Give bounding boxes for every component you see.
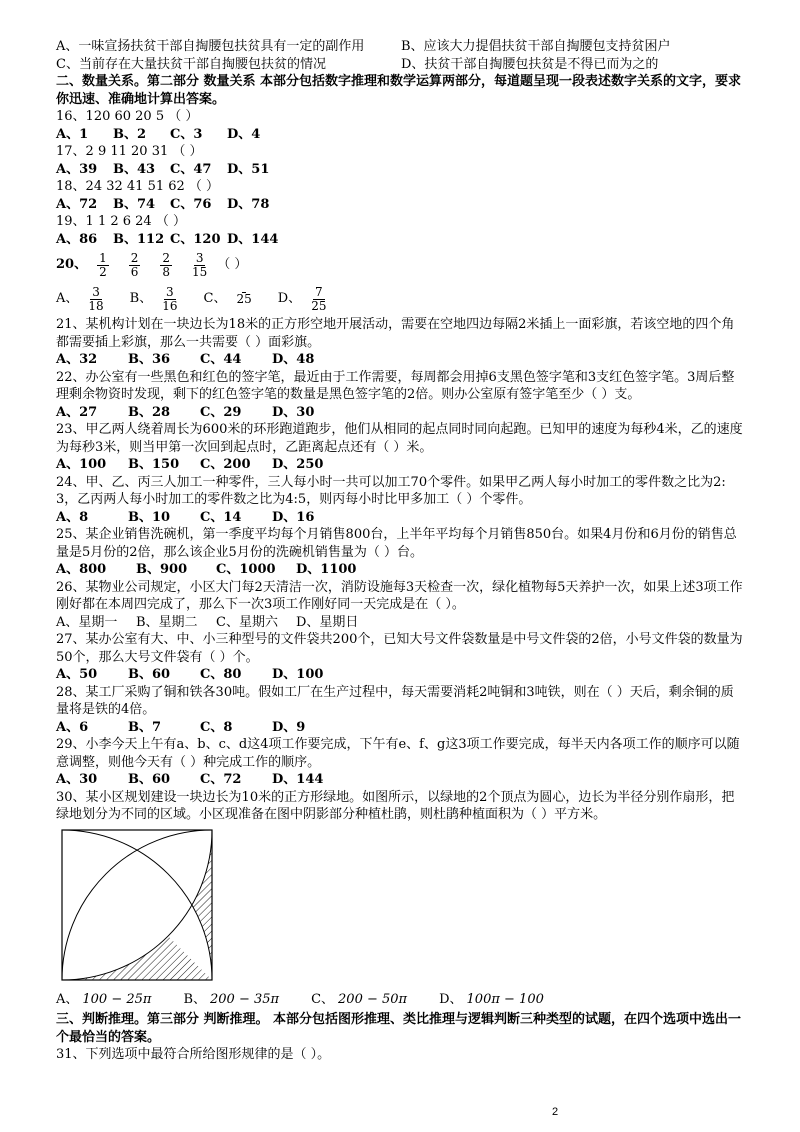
- q20-option-c: C、: [203, 291, 227, 307]
- q17-option-c: C、47: [170, 161, 212, 177]
- option-b: B、应该大力提倡扶贫干部自掏腰包支持贫困户: [401, 39, 671, 54]
- question-26-options: [56, 614, 746, 632]
- question-22-stem: 22、办公室有一些黑色和红色的签字笔，最近由于工作需要，每周都会用掉6支黑色签字笔和3支红色签字笔。3周后整理剩余物资时发现，剩下的红色签字笔的数量是黑色签字笔的2倍。则办公室原有签字笔至少（ ）支。: [56, 369, 735, 402]
- q17-option-a: A、39: [56, 161, 98, 177]
- square-sector-figure: [60, 828, 746, 988]
- q25-option-a: A、800: [56, 562, 107, 577]
- q17-option-d: D、51: [227, 161, 270, 177]
- q19-option-a: A、86: [56, 231, 98, 247]
- q16-option-b: B、2: [113, 126, 147, 142]
- shaded-region-diagram: [60, 828, 214, 982]
- option-a: A、一味宣扬扶贫干部自掏腰包扶贫具有一定的副作用: [56, 39, 365, 54]
- q21-option-c: C、44: [200, 352, 242, 367]
- q20-term-3: $\frac{2}{8}$: [162, 250, 171, 279]
- q20-option-a-value: $\frac{3}{18}$: [88, 284, 104, 313]
- q20-label: 20、: [56, 257, 88, 273]
- question-16-stem: 16、120 60 20 5 （ ）: [56, 109, 199, 124]
- q20-option-c-value: 25: [236, 292, 252, 306]
- question-29-stem: 29、小李今天上午有a、b、c、d这4项工作要完成，下午有e、f、g这3项工作要完成，每半天内各项工作的顺序可以随意调整，则他今天有（ ）种完成工作的顺序。: [56, 737, 740, 770]
- q27-option-b: B、60: [128, 667, 171, 682]
- question-16-options: [56, 126, 746, 144]
- q20-option-b: B、: [129, 291, 153, 307]
- question-18-stem: 18、24 32 41 51 62 （ ）: [56, 179, 220, 194]
- option-c: C、当前存在大量扶贫干部自掏腰包扶贫的情况: [56, 56, 326, 72]
- q18-option-a: A、72: [56, 196, 98, 212]
- question-27-options: [56, 666, 746, 684]
- q23-option-c: C、200: [200, 457, 251, 472]
- q20-option-b-value: $\frac{3}{16}$: [162, 284, 178, 313]
- q30-option-b: B、: [183, 992, 207, 1008]
- question-19-stem: 19、1 1 2 6 24 （ ）: [56, 214, 186, 229]
- q20-term-4: $\frac{3}{15}$: [192, 250, 208, 279]
- q19-option-c: C、120: [170, 231, 221, 247]
- exam-page: [56, 38, 746, 1064]
- page-number: 2: [552, 1106, 559, 1118]
- previous-question-options-2: [56, 56, 746, 74]
- previous-question-options: [56, 38, 746, 56]
- question-28-stem: 28、某工厂采购了铜和铁各30吨。假如工厂在生产过程中，每天需要消耗2吨铜和3吨铁，则在（ ）天后，剩余铜的质量将是铁的4倍。: [56, 684, 734, 717]
- q28-option-a: A、6: [56, 719, 89, 735]
- q26-option-d: D、星期日: [296, 614, 359, 630]
- q23-option-d: D、250: [272, 457, 324, 472]
- q30-option-c: C、: [311, 992, 335, 1008]
- q16-option-c: C、3: [170, 126, 203, 142]
- q18-option-b: B、74: [113, 196, 156, 212]
- question-25-options: [56, 561, 746, 579]
- q20-option-a: A、: [56, 291, 79, 307]
- question-24-stem: 24、甲、乙、丙三人加工一种零件，三人每小时一共可以加工70个零件。如果甲乙两人每小时加工的零件数之比为2:3，乙丙两人每小时加工的零件数之比为4:5，则丙每小时比甲多加工（ ）个零件。: [56, 474, 726, 507]
- question-19-options: [56, 231, 746, 249]
- question-25-stem: 25、某企业销售洗碗机，第一季度平均每个月销售800台，上半年平均每个月销售850台。如果4月份和6月份的销售总量是5月份的2倍，那么该企业5月份的洗碗机销售量为（ ）台。: [56, 527, 737, 560]
- q18-option-c: C、76: [170, 196, 212, 212]
- q24-option-d: D、16: [272, 509, 315, 525]
- q30-option-a-value: 100 − 25π: [82, 992, 152, 1008]
- question-30-options: [56, 989, 746, 1011]
- q30-option-b-value: 200 − 35π: [210, 992, 280, 1008]
- q22-option-d: D、30: [272, 404, 315, 420]
- section-2-heading: 二、数量关系。第二部分 数量关系 本部分包括数字推理和数学运算两部分，每道题呈现一段表述数字关系的文字，要求你迅速、准确地计算出答案。: [56, 74, 742, 107]
- q24-option-c: C、14: [200, 509, 242, 525]
- q25-option-c: C、1000: [216, 562, 276, 577]
- question-21-stem: 21、某机构计划在一块边长为18米的正方形空地开展活动，需要在空地四边每隔2米插上一面彩旗，若该空地的四个角都需要插上彩旗，那么一共需要（ ）面彩旗。: [56, 317, 735, 350]
- q25-option-d: D、1100: [296, 562, 357, 577]
- question-22-options: [56, 404, 746, 422]
- question-28-options: [56, 719, 746, 737]
- q27-option-d: D、100: [272, 667, 324, 682]
- q20-option-d: D、: [277, 291, 302, 307]
- q19-option-d: D、144: [227, 231, 279, 247]
- section-3-heading: 三、判断推理。第三部分 判断推理。 本部分包括图形推理、类比推理与逻辑判断三种类型的试题，在四个选项中选出一个最恰当的答案。: [56, 1012, 742, 1045]
- q29-option-a: A、30: [56, 772, 98, 787]
- question-23-stem: 23、甲乙两人绕着周长为600米的环形跑道跑步，他们从相同的起点同时同向起跑。已知甲的速度为每秒4米，乙的速度为每秒3米，则当甲第一次回到起点时，乙距离起点还有（ ）米。: [56, 422, 743, 455]
- question-30-stem: 30、某小区规划建设一块边长为10米的正方形绿地。如图所示，以绿地的2个顶点为圆心，边长为半径分别作扇形，把绿地划分为不同的区域。小区现准备在图中阴影部分种植杜鹃，则杜鹃种植面积为（ ）平方米。: [56, 789, 735, 822]
- q21-option-b: B、36: [128, 352, 171, 367]
- option-d: D、扶贫干部自掏腰包扶贫是不得已而为之的: [401, 56, 659, 72]
- q20-term-2: $\frac{2}{6}$: [130, 250, 139, 279]
- q24-option-a: A、8: [56, 509, 89, 525]
- question-26-stem: 26、某物业公司规定，小区大门每2天清洁一次，消防设施每3天检查一次，绿化植物每5天养护一次，如果上述3项工作刚好都在本周四完成了，那么下一次3项工作刚好同一天完成是在（ ）。: [56, 579, 743, 612]
- q26-option-c: C、星期六: [216, 614, 278, 630]
- q18-option-d: D、78: [227, 196, 270, 212]
- question-18-options: [56, 196, 746, 214]
- q30-option-a: A、: [56, 992, 79, 1008]
- question-17-options: [56, 161, 746, 179]
- q22-option-a: A、27: [56, 404, 98, 420]
- q30-option-d: D、: [439, 992, 463, 1008]
- q27-option-c: C、80: [200, 667, 242, 682]
- question-29-options: [56, 771, 746, 789]
- question-23-options: [56, 456, 746, 474]
- q25-option-b: B、900: [136, 562, 188, 577]
- question-17-stem: 17、2 9 11 20 31 （ ）: [56, 144, 203, 159]
- q26-option-b: B、星期二: [136, 614, 198, 630]
- q20-blank: （ ）: [217, 257, 248, 273]
- q26-option-a: A、星期一: [56, 614, 118, 630]
- q22-option-b: B、28: [128, 404, 171, 420]
- question-20-stem: [56, 248, 746, 282]
- question-31-stem: 31、下列选项中最符合所给图形规律的是（ ）。: [56, 1047, 331, 1062]
- q28-option-b: B、7: [128, 719, 162, 735]
- q29-option-b: B、60: [128, 772, 171, 787]
- question-27-stem: 27、某办公室有大、中、小三种型号的文件袋共200个，已知大号文件袋数量是中号文件袋的2倍，小号文件袋的数量为50个，那么大号文件袋有（ ）个。: [56, 632, 743, 665]
- q16-option-a: A、1: [56, 126, 89, 142]
- q21-option-d: D、48: [272, 352, 315, 367]
- q16-option-d: D、4: [227, 126, 261, 142]
- q29-option-c: C、72: [200, 772, 242, 787]
- figure-white-wedge: [62, 830, 212, 980]
- q30-option-d-value: 100π − 100: [466, 992, 544, 1008]
- q19-option-b: B、112: [113, 231, 165, 247]
- q30-option-c-value: 200 − 50π: [338, 992, 408, 1008]
- question-20-options: [56, 282, 746, 316]
- q22-option-c: C、29: [200, 404, 242, 420]
- q17-option-b: B、43: [113, 161, 156, 177]
- q23-option-a: A、100: [56, 457, 107, 472]
- q28-option-c: C、8: [200, 719, 233, 735]
- q23-option-b: B、150: [128, 457, 180, 472]
- q24-option-b: B、10: [128, 509, 171, 525]
- q28-option-d: D、9: [272, 719, 306, 735]
- q21-option-a: A、32: [56, 352, 98, 367]
- q27-option-a: A、50: [56, 667, 98, 682]
- question-21-options: [56, 351, 746, 369]
- question-24-options: [56, 509, 746, 527]
- q20-term-1: $\frac{1}{2}$: [99, 250, 107, 279]
- q29-option-d: D、144: [272, 772, 324, 787]
- q20-option-d-value: $\frac{7}{25}$: [311, 284, 327, 313]
